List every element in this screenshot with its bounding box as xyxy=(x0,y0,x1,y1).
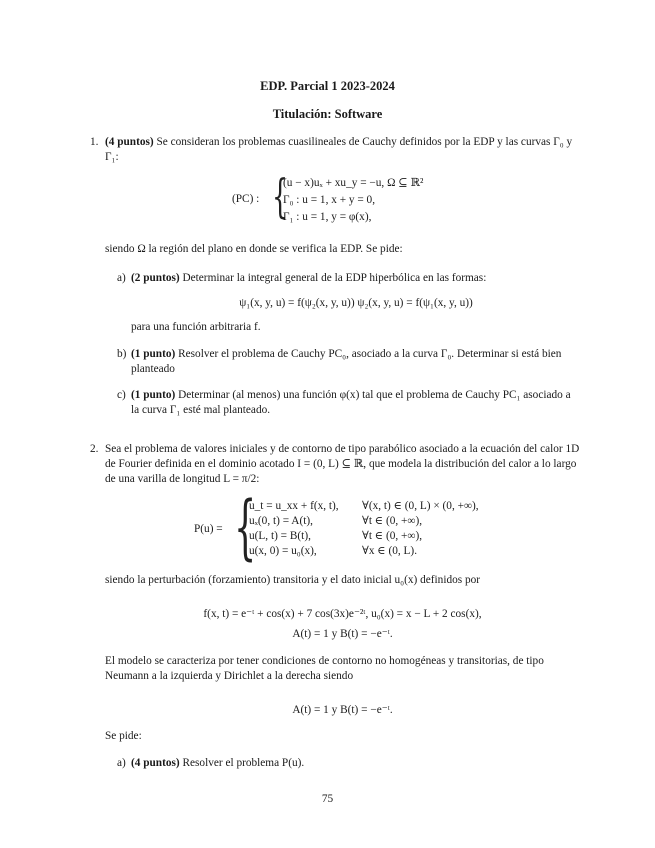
p1-part-a-points: (2 puntos) xyxy=(131,272,180,284)
p1-part-b-text: Resolver el problema de Cauchy PC₀, asociado a la curva Γ₀. Determinar si está bien planteado xyxy=(131,348,562,375)
dirichlet-domain: ∀t ∈ (0, +∞), xyxy=(362,530,423,542)
pc-brace: { xyxy=(272,169,289,223)
gamma1-curve: Γ₁ : u = 1, y = φ(x), xyxy=(283,211,372,223)
initial-domain: ∀x ∈ (0, L). xyxy=(362,545,418,557)
heat-equation: u_t = u_xx + f(x, t), xyxy=(249,500,339,512)
problem-2-model-text: El modelo se caracteriza por tener condiciones de contorno no homogéneas y transitorias, de tipo Neumann a la izquierda y Dirichlet a la derecha siendo xyxy=(105,655,544,682)
p1-part-c xyxy=(131,388,581,418)
p1-part-b-points: (1 punto) xyxy=(131,348,176,360)
pc-system xyxy=(283,176,423,225)
forcing-data-line2: A(t) = 1 y B(t) = −e⁻ᵗ. xyxy=(292,628,393,640)
pu-system-right xyxy=(362,499,479,559)
dirichlet-condition: u(L, t) = B(t), xyxy=(249,530,311,542)
problem-1-after: siendo Ω la región del plano en donde se verifica la EDP. Se pide: xyxy=(105,243,403,255)
pu-system-left xyxy=(249,499,339,559)
pc-equation: (u − x)uₓ + xu_y = −u, Ω ⊆ ℝ² xyxy=(283,177,424,189)
gamma0-curve: Γ₀ : u = 1, x + y = 0, xyxy=(283,194,376,206)
problem-2-intro: Sea el problema de valores iniciales y de contorno de tipo parabólico asociado a la ecuación del calor 1D de Fourier definida en el dominio acotado I = (0, L) ⊆ ℝ, que modela la distribución del calor a lo largo de una varilla de longitud L = π/2: xyxy=(105,443,580,485)
exam-subtitle: Titulación: Software xyxy=(272,107,383,121)
problem-2-number: 2. xyxy=(90,443,99,455)
p2-part-a-text: Resolver el problema P(u). xyxy=(182,757,305,769)
p1-part-a-label: a) xyxy=(117,272,126,284)
p2-part-a-points: (4 puntos) xyxy=(131,757,180,769)
neumann-domain: ∀t ∈ (0, +∞), xyxy=(362,515,423,527)
problem-1-intro-text: Se consideran los problemas cuasilineales de Cauchy definidos por la EDP y las curvas Γ₀ y Γ₁: xyxy=(105,136,573,163)
exam-title: EDP. Parcial 1 2023-2024 xyxy=(260,79,395,93)
problem-2-after-system: siendo la perturbación (forzamiento) transitoria y el dato inicial u₀(x) definidos por xyxy=(105,574,481,586)
p1-part-b xyxy=(131,347,581,377)
problem-1-number: 1. xyxy=(90,136,99,148)
p1-part-a-text: Determinar la integral general de la EDP hiperbólica en las formas: xyxy=(182,272,487,284)
forcing-data-line1: f(x, t) = e⁻ᵗ + cos(x) + 7 cos(3x)e⁻²ᵗ, u₀(x) = x − L + 2 cos(x), xyxy=(203,608,482,620)
p1-part-c-text: Determinar (al menos) una función φ(x) tal que el problema de Cauchy PC₁ asociado a la curva Γ₁ esté mal planteado. xyxy=(131,389,571,416)
neumann-condition: uₓ(0, t) = A(t), xyxy=(249,515,313,527)
p2-part-a-label: a) xyxy=(117,757,126,769)
pu-brace: { xyxy=(234,486,257,568)
page-number: 75 xyxy=(321,793,334,805)
pu-system-label: P(u) = xyxy=(194,523,223,535)
p1-part-a-after: para una función arbitraria f. xyxy=(131,321,261,333)
heat-equation-domain: ∀(x, t) ∈ (0, L) × (0, +∞), xyxy=(362,500,479,512)
problem-1-intro xyxy=(105,135,580,165)
p1-part-a-formula: ψ₁(x, y, u) = f(ψ₂(x, y, u)) ψ₂(x, y, u) = f(ψ₁(x, y, u)) xyxy=(239,297,473,309)
pc-system-label: (PC) : xyxy=(232,193,260,205)
p2-part-a xyxy=(131,756,581,771)
p1-part-b-label: b) xyxy=(117,348,127,360)
p1-part-c-points: (1 punto) xyxy=(131,389,176,401)
initial-condition: u(x, 0) = u₀(x), xyxy=(249,545,317,557)
p1-part-a xyxy=(131,271,581,286)
problem-2-se-pide: Se pide: xyxy=(105,730,142,742)
problem-1-points: (4 puntos) xyxy=(105,136,154,148)
p1-part-c-label: c) xyxy=(117,389,126,401)
problem-2-model-formula: A(t) = 1 y B(t) = −e⁻ᵗ. xyxy=(292,704,393,716)
